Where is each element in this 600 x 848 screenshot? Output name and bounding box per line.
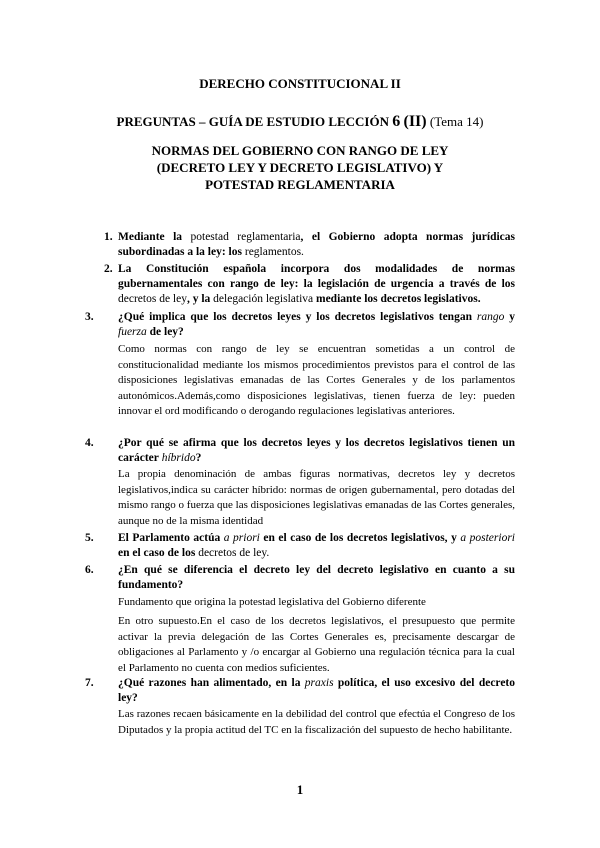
item-number: 1. xyxy=(104,231,113,243)
answer-6-intro: Fundamento que origina la potestad legislativa del Gobierno diferente xyxy=(118,596,426,608)
answer-6: En otro supuesto.En el caso de los decretos legislativos, el presupuesto que permite activar la previa delegación de las Cortes Generales es, precisamente descargar de obligaciones al Parlamento y /o encargar al Gobierno una regulación técnica para la cual el Parlamento no cuenta con medios suficientes. xyxy=(118,615,515,674)
lesson-part: (II) xyxy=(403,113,427,130)
question-7: ¿Qué razones han alimentado, en la praxis política, el uso excesivo del decreto ley? xyxy=(118,677,516,704)
subject-title: NORMAS DEL GOBIERNO CON RANGO DE LEY (DECRETO LEY Y DECRETO LEGISLATIVO) Y POTESTAD REGLAMENTARIA xyxy=(151,143,449,192)
item-number: 2. xyxy=(104,263,113,275)
item-number: 5. xyxy=(85,532,94,544)
question-4: ¿Por qué se afirma que los decretos leyes y los decretos legislativos tienen un carácter híbrido? xyxy=(118,437,515,464)
item-number: 3. xyxy=(85,311,94,323)
statement-5: El Parlamento actúa a priori en el caso de los decretos legislativos, y a posteriori en el caso de los decretos de ley. xyxy=(118,532,515,559)
page-number: 1 xyxy=(296,782,304,797)
topic-label: (Tema 14) xyxy=(429,114,484,129)
item-number: 7. xyxy=(85,677,94,689)
answer-4: La propia denominación de ambas figuras normativas, decretos ley y decretos legislativos,indica su carácter híbrido: normas de origen gubernamental, pero dotadas del mismo rango o fuerza que las disposiciones legislativas emanadas de las Cortes generales, aunque no de la misma identidad xyxy=(118,468,515,527)
guide-title xyxy=(0,114,600,130)
item-number: 6. xyxy=(85,564,94,576)
question-6: ¿En qué se diferencia el decreto ley del decreto legislativo en cuanto a su fundamento? xyxy=(118,564,515,591)
item-number: 4. xyxy=(85,437,94,449)
answer-7: Las razones recaen básicamente en la debilidad del control que efectúa el Congreso de los Diputados y la propia actitud del TC en la fiscalización del supuesto de hecho habilitante. xyxy=(118,708,515,736)
course-title: DERECHO CONSTITUCIONAL II xyxy=(199,76,401,91)
statement-1: Mediante la potestad reglamentaria, el Gobierno adopta normas jurídicas subordinadas a la ley: los reglamentos. xyxy=(118,231,516,258)
question-3: ¿Qué implica que los decretos leyes y los decretos legislativos tengan rango y fuerza de ley? xyxy=(118,311,516,338)
lesson-number: 6 xyxy=(392,113,401,130)
guide-prefix: PREGUNTAS – GUÍA DE ESTUDIO LECCIÓN xyxy=(116,114,393,129)
answer-3: Como normas con rango de ley se encuentran sometidas a un control de constitucionalidad mediante los mismos procedimientos previstos para el control de las disposiciones legislativas emanadas de las Cortes Generales y de los parlamentos autonómicos.Además,como disposiciones legislativas, tienen fuerza de ley: pueden innovar el ord modificando o derogando regulaciones legislativas anteriores. xyxy=(118,343,515,417)
statement-2: La Constitución española incorpora dos modalidades de normas gubernamentales con rango de ley: la legislación de urgencia a través de los decretos de ley, y la delegación legislativa mediante los decretos legislativos. xyxy=(118,263,515,305)
